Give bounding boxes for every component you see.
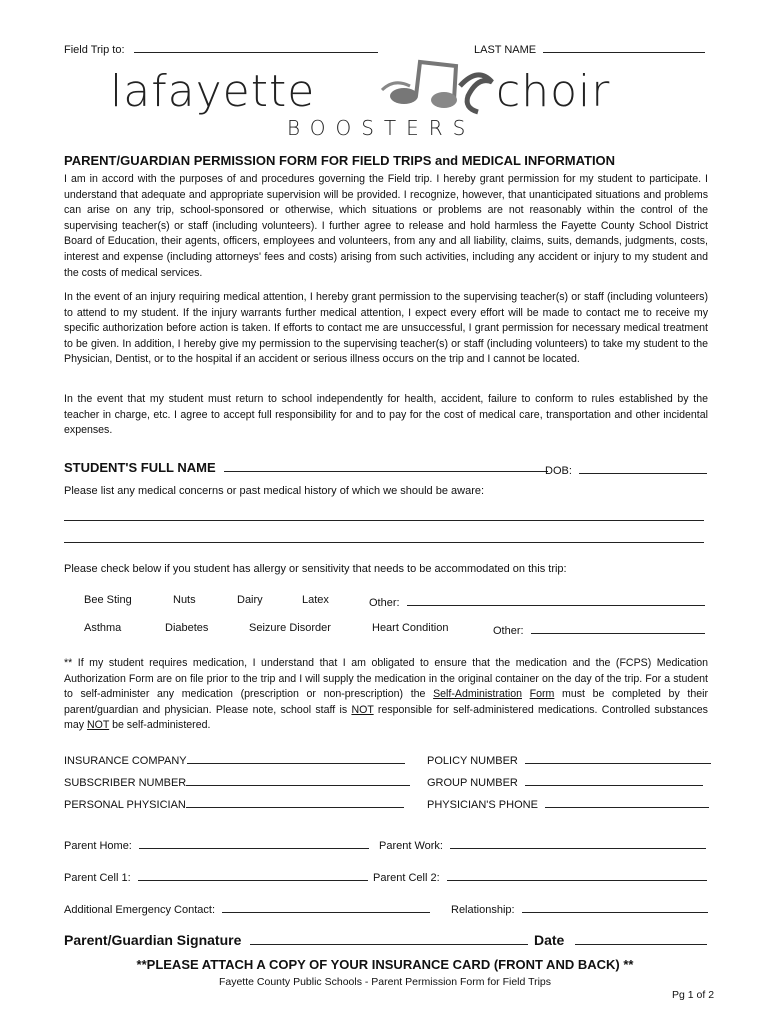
medication-paragraph [64,656,708,734]
allergy-heart-condition[interactable]: Heart Condition [372,622,449,634]
other-line-2[interactable] [531,622,705,634]
allergy-bee-sting[interactable]: Bee Sting [84,594,132,606]
insurance-card-note: **PLEASE ATTACH A COPY OF YOUR INSURANCE CARD (FRONT AND BACK) ** [136,957,634,972]
relationship-row [451,901,708,916]
subscriber-number-label: SUBSCRIBER NUMBER [64,777,187,789]
physician-phone-line[interactable] [545,796,709,808]
parent-cell2-line[interactable] [447,869,707,881]
medication-text-a: ** If my student requires medication, I understand that I am obligated to ensure that the medication and the (FCPS) Medication Authorization Form are on file prior to the trip and I will supply the medication in the original container on the day of the trip. For a student to self-administer any medication (prescription or non-prescription) the [64,657,708,701]
personal-physician-label: PERSONAL PHYSICIAN [64,799,186,811]
allergy-diabetes[interactable]: Diabetes [165,622,209,634]
emergency-contact-row [64,901,430,916]
medication-text-d: be self-administered. [109,719,211,732]
parent-home-row [64,837,369,852]
insurance-company-label: INSURANCE COMPANY [64,755,187,767]
date-row [534,932,707,950]
student-name-line[interactable] [224,460,548,472]
physician-phone-label: PHYSICIAN'S PHONE [427,799,538,811]
parent-work-line[interactable] [450,837,706,849]
not-emphasis-1: NOT [351,703,374,716]
form-title: PARENT/GUARDIAN PERMISSION FORM FOR FIELD TRIPS and MEDICAL INFORMATION [64,153,616,168]
policy-number-row [427,752,711,767]
last-name-label: LAST NAME [474,44,537,56]
date-line[interactable] [575,933,707,945]
signature-label: Parent/Guardian Signature [64,932,242,948]
field-trip-line[interactable] [134,41,378,53]
emergency-contact-line[interactable] [222,901,430,913]
medication-text-c: responsible for self-administered medications. Controlled substances may [64,703,708,732]
logo-subtitle: BOOSTERS [287,116,476,140]
medication-text-b: must be completed by their parent/guardian and physician. Please note, school staff is [64,688,708,716]
policy-number-line[interactable] [525,752,711,764]
other-line-1[interactable] [407,594,705,606]
self-admin-form-link-1: Self-Administration [433,688,522,701]
subscriber-number-line[interactable] [186,774,410,786]
insurance-company-line[interactable] [187,752,405,764]
signature-line[interactable] [250,933,528,945]
other-label: Other: [369,597,400,609]
logo-word-right: choir [496,66,611,117]
allergy-asthma[interactable]: Asthma [84,622,122,634]
parent-work-label: Parent Work: [379,840,443,852]
other-label: Other: [493,625,524,637]
logo-word-left: lafayette [110,66,316,117]
parent-home-label: Parent Home: [64,840,132,852]
field-trip-label: Field Trip to: [64,44,125,56]
last-name-row [474,41,705,56]
student-name-label: STUDENT'S FULL NAME [64,460,216,475]
injury-paragraph: In the event of an injury requiring medical attention, I hereby grant permission to the supervising teacher(s) or staff (including volunteers) to attend to my student. If the injury warrants further medical attention, I expect every effort will be made to contact me to receive my specific authorization before action is taken. If efforts to contact me are unsuccessful, I grant permission for necessary medical treatment to be given. In addition, I hereby give my permission to the supervising teacher(s) or staff (including volunteers) to take my student to the Physician, Dentist, or to the hospital if an accident or serious illness occurs on the trip and I cannot be located. [64,291,708,366]
self-admin-form-link-2: Form [529,688,555,701]
allergy-other-2-row [493,622,705,637]
dob-row [545,462,707,477]
personal-physician-line[interactable] [186,796,404,808]
allergy-nuts[interactable]: Nuts [173,594,196,606]
relationship-line[interactable] [522,901,708,913]
student-name-row [64,459,548,477]
medical-prompt: Please list any medical concerns or past medical history of which we should be aware: [64,485,485,497]
allergy-other-1-row [369,594,705,609]
page-number: Pg 1 of 2 [672,989,715,1001]
date-label: Date [534,932,565,948]
parent-work-row [379,837,706,852]
footer-text: Fayette County Public Schools - Parent Permission Form for Field Trips [218,976,552,988]
relationship-label: Relationship: [451,904,515,916]
return-paragraph: In the event that my student must return to school independently for health, accident, failure to conform to rules established by the teacher in charge, etc. I agree to accept full responsibility for and to pay for the cost of medical care, transportation and other incidental expenses. [64,393,708,437]
personal-physician-row [64,796,404,811]
parent-cell2-row [373,869,707,884]
not-emphasis-2: NOT [86,719,110,732]
field-trip-row [64,41,378,56]
allergy-dairy[interactable]: Dairy [237,594,263,606]
signature-row [64,932,528,950]
parent-cell1-row [64,869,368,884]
group-number-line[interactable] [525,774,703,786]
allergy-seizure-disorder[interactable]: Seizure Disorder [249,622,331,634]
parent-home-line[interactable] [139,837,369,849]
parent-cell1-line[interactable] [138,869,368,881]
group-number-label: GROUP NUMBER [427,777,518,789]
medical-line-2[interactable] [64,542,704,543]
policy-number-label: POLICY NUMBER [427,755,518,767]
allergy-latex[interactable]: Latex [302,594,329,606]
parent-cell1-label: Parent Cell 1: [64,872,131,884]
last-name-line[interactable] [543,41,705,53]
dob-line[interactable] [579,462,707,474]
physician-phone-row [427,796,709,811]
release-paragraph: I am in accord with the purposes of and procedures governing the Field trip. I hereby grant permission for my student to participate. I understand that adequate and appropriate supervision will be provided. I recognize, however, that unanticipated situations and problems can arise on any trip, school-sponsored or otherwise, which situations or problems are not reasonably within the control of the supervising teacher(s) or staff (including volunteers). I further agree to release and hold harmless the Fayette County School District Board of Education, their agents, officers, employees and volunteers, from any and all liability, claims, suits, demands, judgments, costs, interest and expense (including attorneys' fees and costs) arising from such activities, including any accident or injury to my student and the costs of medical services. [64,173,708,279]
insurance-company-row [64,752,405,767]
music-notes-icon [374,56,502,116]
allergy-prompt: Please check below if you student has allergy or sensitivity that needs to be accommodated on this trip: [64,563,567,575]
medical-line-1[interactable] [64,520,704,521]
subscriber-number-row [64,774,410,789]
dob-label: DOB: [545,465,572,477]
parent-cell2-label: Parent Cell 2: [373,872,440,884]
group-number-row [427,774,703,789]
emergency-contact-label: Additional Emergency Contact: [64,904,216,916]
